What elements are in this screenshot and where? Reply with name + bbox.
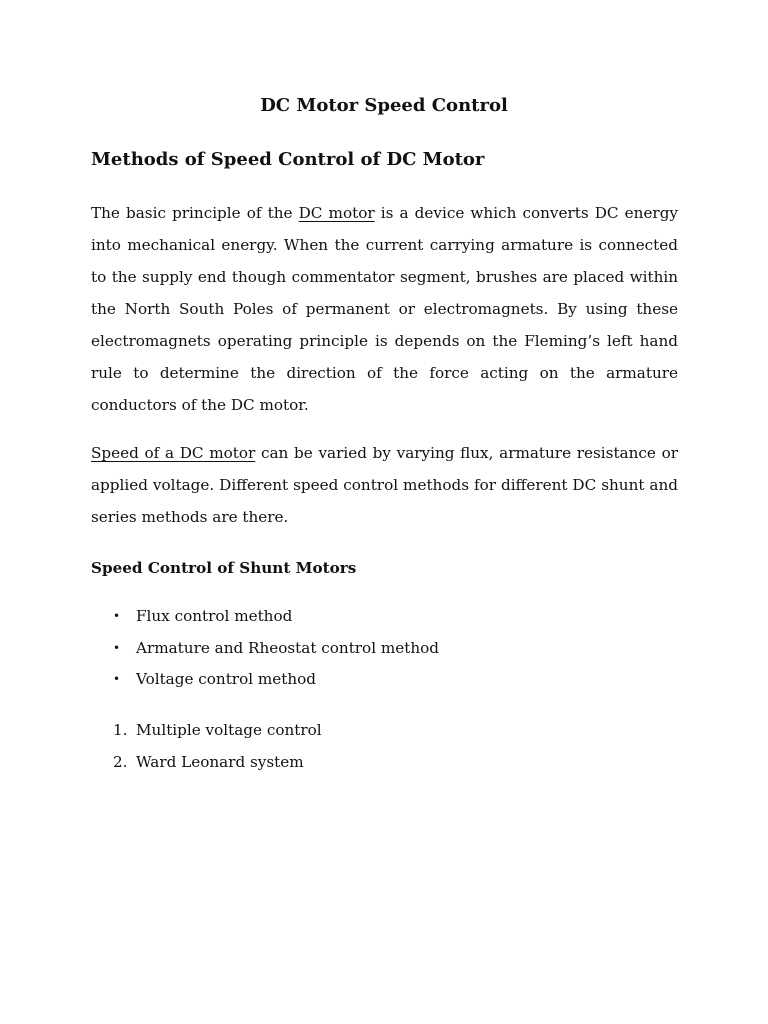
numbered-list — [91, 718, 322, 781]
list-item-text: Armature and Rheostat control method — [136, 638, 440, 657]
list-item — [91, 718, 322, 750]
speed-of-dc-motor-link[interactable]: Speed of a DC motor — [91, 444, 256, 462]
list-item-text: Voltage control method — [136, 670, 317, 688]
list-item — [91, 604, 439, 636]
list-item — [91, 636, 439, 668]
list-number: 1. — [113, 721, 128, 739]
bullet-icon: • — [113, 640, 121, 655]
sub-heading: Speed Control of Shunt Motors — [91, 559, 357, 577]
list-number: 2. — [113, 752, 128, 771]
list-item — [91, 667, 439, 699]
bullet-icon: • — [113, 672, 121, 686]
page-title: DC Motor Speed Control — [260, 95, 508, 116]
dc-motor-link[interactable]: DC motor — [298, 204, 375, 222]
list-item-text: Flux control method — [136, 607, 293, 625]
paragraph-basic-principle — [91, 197, 678, 421]
list-item-text: Multiple voltage control — [136, 721, 322, 739]
bullet-icon: • — [113, 609, 121, 623]
bullet-list — [91, 604, 439, 699]
list-item-text: Ward Leonard system — [136, 752, 304, 771]
paragraph-speed — [91, 437, 678, 533]
paragraph-text: can be varied by varying flux, armature resistance or applied voltage. Different speed control methods for different DC shunt and series methods are there. — [91, 444, 678, 526]
paragraph-text: is a device which converts DC energy into mechanical energy. When the current carrying armature is connected to the supply end though commentator segment, brushes are placed within the North South Poles of permanent or electromagnets. By using these electromagnets operating principle is depends on the Fleming’s left hand rule to determine the direction of the force acting on the armature conductors of the DC motor. — [91, 204, 678, 414]
section-heading: Methods of Speed Control of DC Motor — [91, 149, 485, 170]
paragraph-text: The basic principle of the — [91, 204, 299, 222]
list-item — [91, 750, 322, 782]
